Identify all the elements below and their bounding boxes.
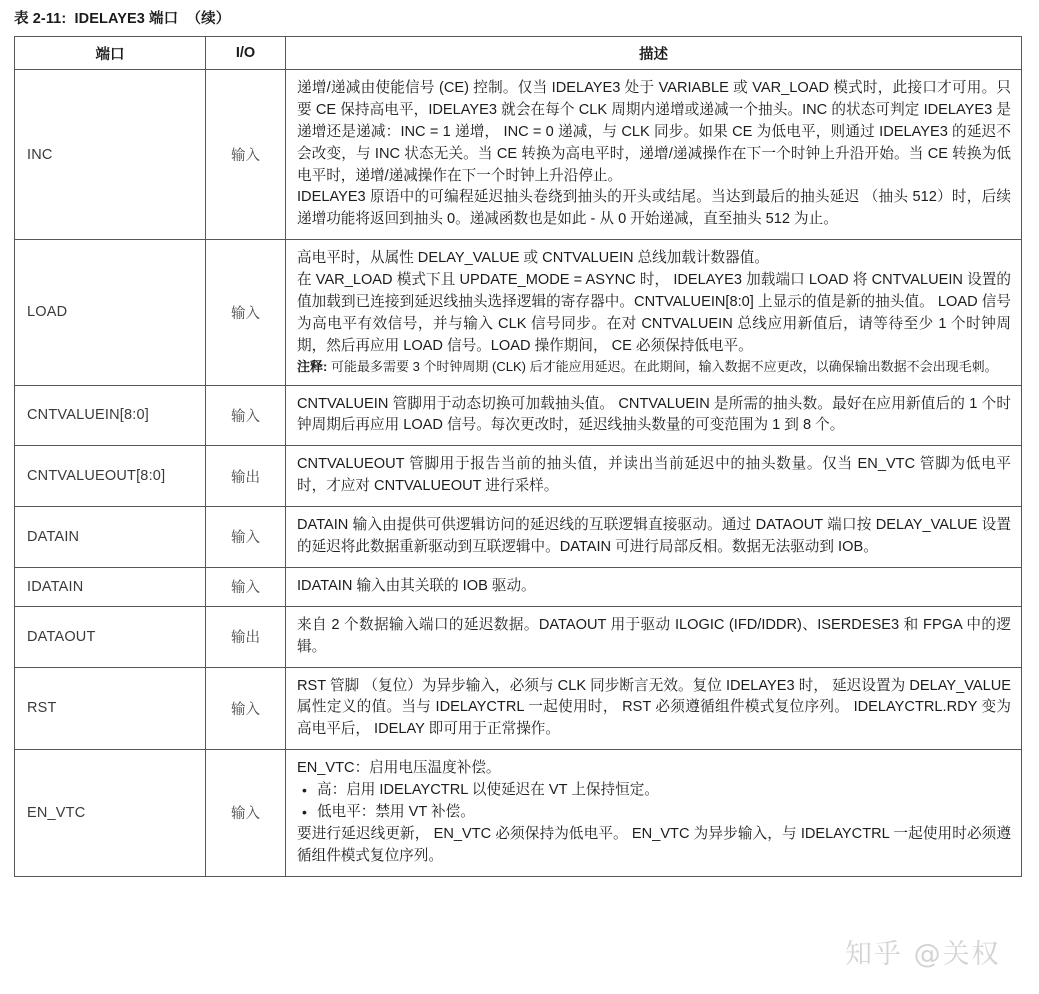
table-body (15, 70, 1022, 877)
table-row (15, 750, 1022, 876)
description-paragraph: 来自 2 个数据输入端口的延迟数据。DATAOUT 用于驱动 ILOGIC (IFD/IDDR)、ISERDESE3 和 FPGA 中的逻辑。 (297, 616, 1011, 655)
port-name-cell: RST (15, 667, 206, 750)
zhihu-watermark: 知乎 @关权 (845, 939, 1001, 970)
description-paragraph: RST 管脚 （复位）为异步输入，必须与 CLK 同步断言无效。复位 IDELAYE3 时， 延迟设置为 DELAY_VALUE 属性定义的值。当与 IDELAYCTRL 一起使用时， RST 必须遵循组件模式复位序列。 IDELAYCTRL.RDY 变为高电平后， IDELAY 即可用于正常操作。 (297, 677, 1011, 738)
description-paragraph: CNTVALUEIN 管脚用于动态切换可加载抽头值。 CNTVALUEIN 是所需的抽头数。最好在应用新值后的 1 个时钟周期后再应用 LOAD 信号。每次更改时，延迟线抽头数量的可变范围为 1 到 8 个。 (297, 395, 1011, 434)
port-description-cell (286, 385, 1022, 446)
description-bullet-item: • 高：启用 IDELAYCTRL 以使延迟在 VT 上保持恒定。 (297, 780, 1011, 802)
port-name-cell: IDATAIN (15, 567, 206, 606)
description-paragraph: IDATAIN 输入由其关联的 IOB 驱动。 (297, 577, 536, 594)
port-direction-cell: 输出 (206, 446, 286, 507)
port-name-cell: CNTVALUEIN[8:0] (15, 385, 206, 446)
port-direction-cell: 输出 (206, 606, 286, 667)
port-description-cell (286, 446, 1022, 507)
column-header-description: 描述 (286, 37, 1022, 70)
port-description-cell (286, 70, 1022, 240)
port-name-cell: EN_VTC (15, 750, 206, 876)
description-bullet-list (297, 780, 1011, 824)
table-row (15, 507, 1022, 568)
port-direction-cell: 输入 (206, 507, 286, 568)
table-row (15, 567, 1022, 606)
table-row (15, 70, 1022, 240)
description-paragraph: IDELAYE3 原语中的可编程延迟抽头卷绕到抽头的开头或结尾。当达到最后的抽头延迟 （抽头 512）时，后续递增功能将返回到抽头 0。递减函数也是如此 - 从 0 开始递减，直至抽头 512 为止。 (297, 189, 1011, 228)
description-paragraph: CNTVALUEOUT 管脚用于报告当前的抽头值，并读出当前延迟中的抽头数量。仅当 EN_VTC 管脚为低电平时，才应对 CNTVALUEOUT 进行采样。 (297, 456, 1011, 495)
port-description-cell (286, 507, 1022, 568)
port-name-cell: DATAOUT (15, 606, 206, 667)
table-header (15, 37, 1022, 70)
port-direction-cell: 输入 (206, 750, 286, 876)
note-text: 可能最多需要 3 个时钟周期 (CLK) 后才能应用延迟。在此期间，输入数据不应更改，以确保输出数据不会出现毛刺。 (327, 358, 998, 374)
port-description-cell (286, 240, 1022, 385)
description-paragraph: 高电平时，从属性 DELAY_VALUE 或 CNTVALUEIN 总线加载计数器值。 (297, 250, 769, 267)
table-row (15, 446, 1022, 507)
table-row (15, 240, 1022, 385)
description-paragraph: EN_VTC：启用电压温度补偿。 (297, 760, 501, 777)
port-direction-cell: 输入 (206, 240, 286, 385)
port-direction-cell: 输入 (206, 385, 286, 446)
port-direction-cell: 输入 (206, 567, 286, 606)
description-bullet-item: • 低电平：禁用 VT 补偿。 (297, 802, 1011, 824)
table-caption: 表 2-11: IDELAYE3 端口 （续） (14, 11, 231, 27)
table-row (15, 606, 1022, 667)
column-header-port: 端口 (15, 37, 206, 70)
note-label: 注释: (297, 358, 328, 374)
description-note (297, 358, 1011, 377)
description-paragraph: 在 VAR_LOAD 模式下且 UPDATE_MODE = ASYNC 时， IDELAYE3 加载端口 LOAD 将 CNTVALUEIN 设置的值加载到已连接到延迟线抽头选择逻辑的寄存器中。CNTVALUEIN[8:0] 上显示的值是新的抽头值。 LOAD 信号为高电平有效信号，并与输入 CLK 信号同步。在对 CNTVALUEIN 总线应用新值后，请等待至少 1 个时钟周期，然后再应用 LOAD 信号。LOAD 操作期间， CE 必须保持低电平。 (297, 272, 1011, 354)
port-description-cell (286, 667, 1022, 750)
port-description-cell (286, 567, 1022, 606)
description-paragraph: 递增/递减由使能信号 (CE) 控制。仅当 IDELAYE3 处于 VARIABLE 或 VAR_LOAD 模式时，此接口才可用。只要 CE 保持高电平，IDELAYE3 就会在每个 CLK 周期内递增或递减一个抽头。INC 的状态可判定 IDELAYE3 是递增还是递减：INC = 1 递增， INC = 0 递减，与 CLK 同步。如果 CE 为低电平，则通过 IDELAYE3 的延迟不会改变，与 INC 状态无关。当 CE 转换为高电平时，递增/递减操作在下一个时钟上升沿开始。当 CE 转换为低电平时，递增/递减操作在下一个时钟上升沿停止。 (297, 80, 1011, 184)
port-name-cell: CNTVALUEOUT[8:0] (15, 446, 206, 507)
port-direction-cell: 输入 (206, 70, 286, 240)
column-header-io: I/O (206, 37, 286, 70)
idelaye3-port-table (14, 36, 1022, 877)
port-description-cell (286, 750, 1022, 876)
table-row (15, 385, 1022, 446)
header-row (15, 37, 1022, 70)
table-row (15, 667, 1022, 750)
port-description-cell (286, 606, 1022, 667)
port-direction-cell: 输入 (206, 667, 286, 750)
port-name-cell: INC (15, 70, 206, 240)
port-name-cell: LOAD (15, 240, 206, 385)
description-paragraph: DATAIN 输入由提供可供逻辑访问的延迟线的互联逻辑直接驱动。通过 DATAOUT 端口按 DELAY_VALUE 设置的延迟将此数据重新驱动到互联逻辑中。DATAIN 可进行局部反相。数据无法驱动到 IOB。 (297, 517, 1011, 555)
description-paragraph: 要进行延迟线更新， EN_VTC 必须保持为低电平。 EN_VTC 为异步输入，与 IDELAYCTRL 一起使用时必须遵循组件模式复位序列。 (297, 825, 1011, 864)
port-name-cell: DATAIN (15, 507, 206, 568)
